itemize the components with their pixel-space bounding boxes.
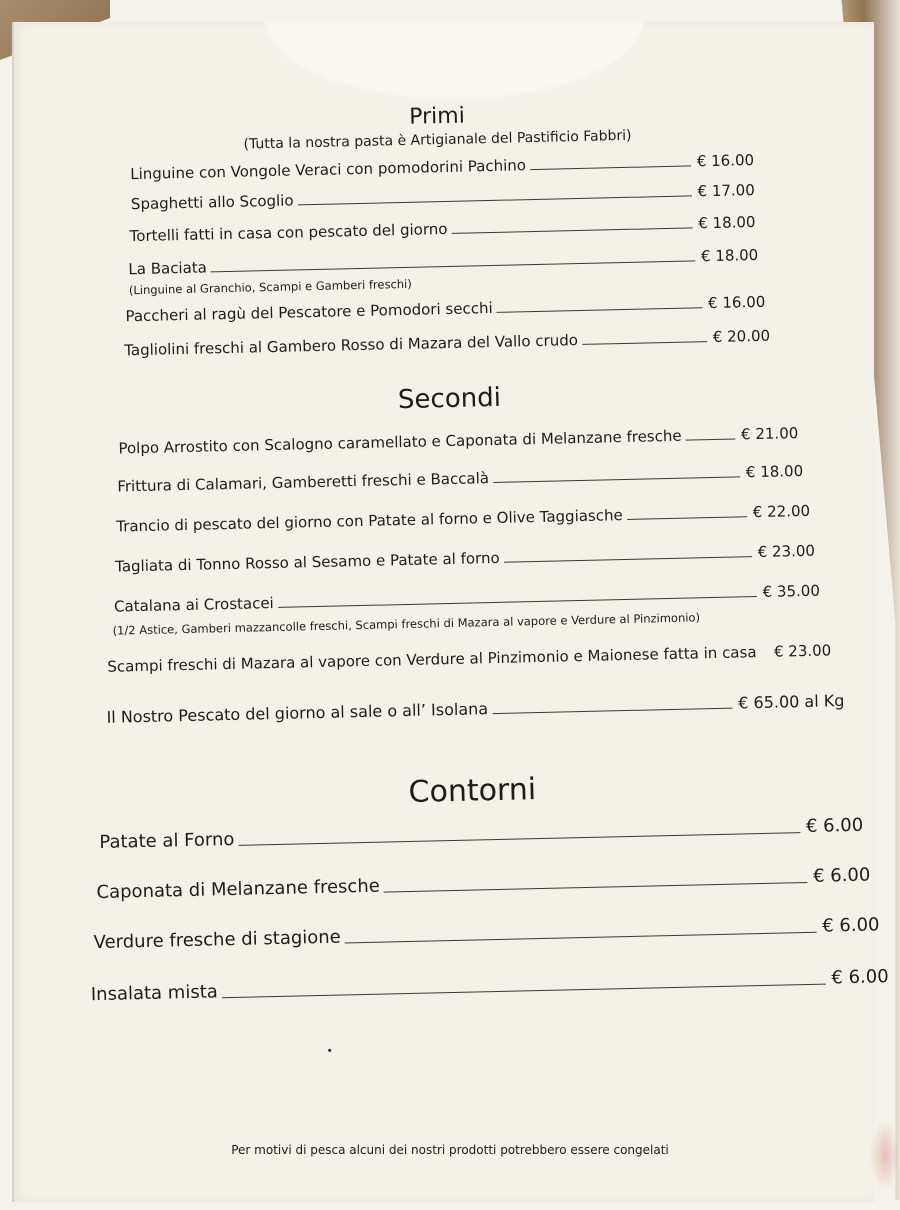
item-price: € 21.00 bbox=[740, 424, 799, 444]
item-price: € 18.00 bbox=[698, 212, 756, 233]
item-name: Scampi freschi di Mazara al vapore con Verdure al Pinzimonio e Maionese fatta in casa bbox=[107, 643, 757, 676]
item-name: Polpo Arrostito con Scalogno caramellato e Caponata di Melanzane fresche bbox=[118, 426, 682, 458]
item-note: (Linguine al Granchio, Scampi e Gamberi freschi) bbox=[128, 276, 412, 298]
item-price: € 18.00 bbox=[745, 461, 804, 482]
item-price: € 23.00 bbox=[773, 641, 832, 661]
item-name: Trancio di pescato del giorno con Patate al forno e Olive Taggiasche bbox=[116, 506, 623, 536]
item-price: € 6.00 bbox=[831, 966, 889, 989]
item-name: Paccheri al ragù del Pescatore e Pomodori secchi bbox=[125, 298, 493, 326]
item-name: Caponata di Melanzane fresche bbox=[96, 875, 381, 904]
ink-speck bbox=[328, 1049, 331, 1052]
menu-item bbox=[130, 151, 754, 183]
item-price: € 65.00 al Kg bbox=[738, 691, 845, 713]
menu-item bbox=[128, 246, 758, 278]
item-name: Il Nostro Pescato del giorno al sale o all’ Isolana bbox=[106, 699, 489, 727]
item-price: € 6.00 bbox=[812, 864, 871, 887]
item-name: Insalata mista bbox=[90, 981, 219, 1006]
menu-item bbox=[99, 815, 863, 853]
item-name: Verdure fresche di stagione bbox=[93, 926, 341, 954]
item-price: € 35.00 bbox=[762, 581, 821, 601]
section-title-primi: Primi bbox=[408, 103, 466, 130]
menu-item bbox=[96, 865, 870, 904]
item-price: € 22.00 bbox=[752, 501, 811, 522]
item-name: La Baciata bbox=[128, 258, 208, 279]
item-price: € 17.00 bbox=[697, 180, 755, 201]
footer-notice: Per motivi di pesca alcuni dei nostri prodotti potrebbero essere congelati bbox=[231, 1143, 669, 1157]
item-name: Tagliolini freschi al Gambero Rosso di Mazara del Vallo crudo bbox=[124, 331, 579, 360]
menu-item bbox=[115, 542, 815, 576]
item-price: € 20.00 bbox=[712, 326, 771, 346]
item-name: Linguine con Vongole Veraci con pomodorini Pachino bbox=[130, 156, 527, 184]
item-name: Tagliata di Tonno Rosso al Sesamo e Patate al forno bbox=[114, 548, 500, 576]
menu-item bbox=[117, 462, 803, 496]
item-price: € 16.00 bbox=[696, 150, 755, 171]
stain-mark bbox=[870, 1120, 900, 1190]
item-price: € 23.00 bbox=[757, 541, 816, 562]
menu-item bbox=[125, 293, 765, 326]
menu-item bbox=[106, 691, 844, 727]
section-subtitle-primi: (Tutta la nostra pasta è Artigianale del Pastificio Fabbri) bbox=[243, 127, 632, 153]
menu-item bbox=[124, 327, 770, 360]
item-name: Patate al Forno bbox=[99, 828, 235, 854]
menu-item bbox=[118, 424, 798, 457]
item-name: Tortelli fatti in casa con pescato del giorno bbox=[129, 219, 448, 246]
menu-item bbox=[91, 966, 889, 1005]
item-price: € 18.00 bbox=[700, 245, 759, 266]
menu-item bbox=[129, 213, 755, 245]
menu-item bbox=[93, 914, 879, 953]
menu-item bbox=[114, 582, 820, 616]
item-price: € 6.00 bbox=[821, 914, 880, 937]
item-name: Spaghetti allo Scoglio bbox=[130, 191, 294, 214]
menu-item bbox=[107, 641, 831, 675]
menu-item bbox=[116, 502, 810, 536]
menu-item bbox=[131, 181, 755, 213]
section-title-contorni: Contorni bbox=[408, 772, 537, 810]
item-price: € 6.00 bbox=[805, 814, 864, 837]
item-name: Catalana ai Crostacei bbox=[113, 594, 274, 616]
item-name: Frittura di Calamari, Gamberetti freschi e Baccalà bbox=[117, 469, 490, 496]
item-price: € 16.00 bbox=[707, 292, 766, 313]
item-note: (1/2 Astice, Gamberi mazzancolle freschi, Scampi freschi di Mazara al vapore e Verdure al Pinzimonio) bbox=[112, 610, 701, 638]
section-title-secondi: Secondi bbox=[397, 382, 502, 416]
